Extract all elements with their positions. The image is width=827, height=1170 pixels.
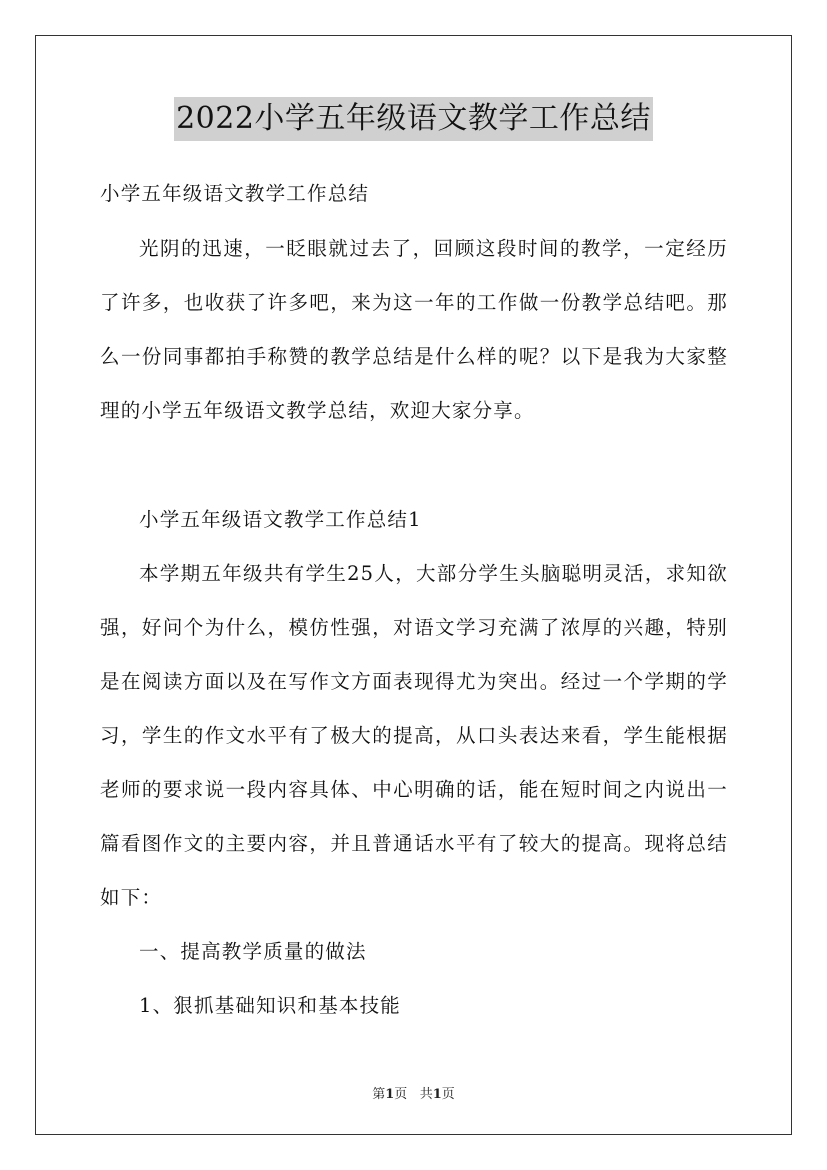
intro-block xyxy=(100,222,728,438)
point-heading: 一、提高教学质量的做法 xyxy=(139,940,367,963)
point-heading-block xyxy=(100,925,728,979)
footer-total-suffix: 页 xyxy=(441,1087,455,1102)
page-footer xyxy=(0,1083,827,1102)
intro-paragraph: 光阴的迅速，一眨眼就过去了，回顾这段时间的教学，一定经历了许多，也收获了许多吧，来为这一年的工作做一份教学总结吧。那么一份同事都拍手称赞的教学总结是什么样的呢？以下是我为大家整理的小学五年级语文教学总结，欢迎大家分享。 xyxy=(100,237,728,422)
sub-point-heading-block xyxy=(100,979,728,1033)
section-heading-block xyxy=(100,493,728,547)
footer-page-prefix: 第 xyxy=(372,1087,386,1102)
body-paragraph: 本学期五年级共有学生25人，大部分学生头脑聪明灵活，求知欲强，好问个为什么，模仿性强，对语文学习充满了浓厚的兴趣，特别是在阅读方面以及在写作文方面表现得尤为突出。经过一个学期的学习，学生的作文水平有了极大的提高，从口头表达来看，学生能根据老师的要求说一段内容具体、中心明确的话，能在短时间之内说出一篇看图作文的主要内容，并且普通话水平有了较大的提高。现将总结如下： xyxy=(100,562,728,909)
document-subtitle: 小学五年级语文教学工作总结 xyxy=(100,182,370,205)
sub-point-heading: 1、狠抓基础知识和基本技能 xyxy=(139,994,402,1017)
section-heading: 小学五年级语文教学工作总结1 xyxy=(139,508,422,531)
title-container xyxy=(0,97,827,141)
document-subtitle-block xyxy=(100,177,728,211)
body-block xyxy=(100,547,728,925)
footer-total-prefix: 共 xyxy=(419,1087,433,1102)
footer-page-number: 1 xyxy=(385,1087,395,1102)
document-title: 2022小学五年级语文教学工作总结 xyxy=(174,97,653,141)
footer-page-suffix: 页 xyxy=(394,1087,408,1102)
footer-total-number: 1 xyxy=(432,1087,442,1102)
